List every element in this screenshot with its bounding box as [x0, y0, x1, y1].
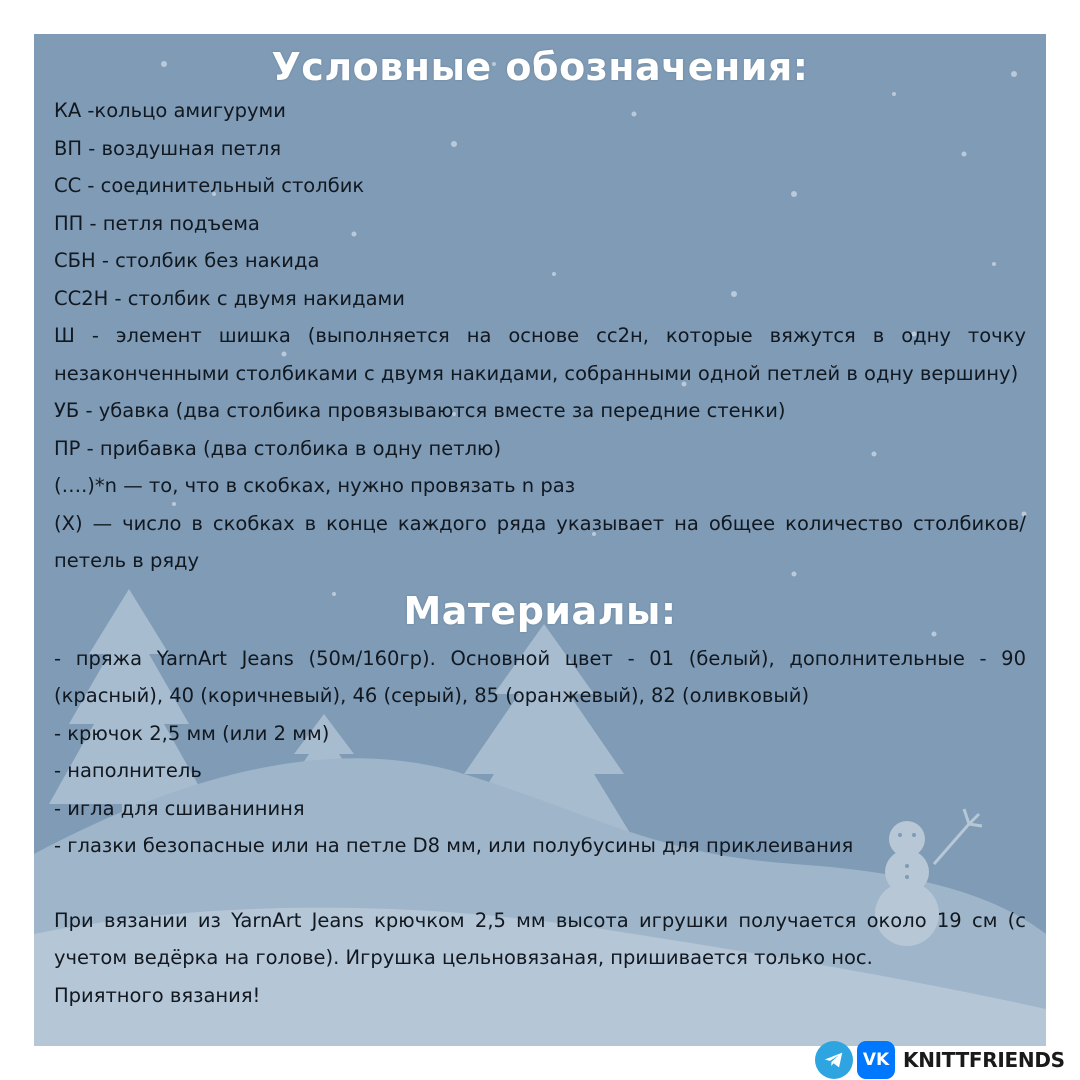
legend-item: СС2Н - столбик с двумя накидами	[54, 286, 405, 310]
material-item: - наполнитель	[54, 759, 202, 782]
legend-list	[54, 92, 1026, 580]
legend-item: ВП - воздушная петля	[54, 136, 282, 160]
vk-icon[interactable]: VK	[857, 1041, 895, 1079]
legend-title: Условные обозначения:	[271, 45, 809, 89]
material-item: - глазки безопасные или на петле D8 мм, или полубусины для приклеивания	[54, 834, 854, 857]
legend-item: КА -кольцо амигуруми	[54, 99, 286, 122]
material-item: - крючок 2,5 мм (или 2 мм)	[54, 721, 330, 745]
materials-title: Материалы:	[403, 588, 677, 633]
legend-item: УБ - убавка (два столбика провязываются вместе за передние стенки)	[54, 399, 786, 422]
social-footer	[815, 1040, 1065, 1080]
material-item: - пряжа YarnArt Jeans (50м/160гр). Основной цвет - 01 (белый), дополнительные - 90 (красный), 40 (коричневый), 46 (серый), 85 (оранжевый), 82 (оливковый)	[54, 646, 1026, 707]
telegram-icon[interactable]	[815, 1041, 853, 1079]
legend-item: СБН - столбик без накида	[54, 249, 320, 272]
paper-plane-icon	[823, 1049, 845, 1071]
legend-item: (….)*n — то, что в скобках, нужно провязать n раз	[54, 474, 576, 497]
brand-name: KNITTFRIENDS	[903, 1048, 1065, 1072]
legend-item: ПР - прибавка (два столбика в одну петлю)	[54, 436, 502, 460]
closing-text: Приятного вязания!	[54, 983, 261, 1007]
legend-item: СС - соединительный столбик	[54, 174, 365, 197]
spacer	[54, 865, 1026, 902]
material-item: - игла для сшиванининя	[54, 796, 305, 820]
infographic-card	[34, 34, 1046, 1046]
notes-text: При вязании из YarnArt Jeans крючком 2,5 мм высота игрушки получается около 19 см (с учетом ведёрка на голове). Игрушка цельновязаная, пришивается только нос.	[54, 908, 1026, 969]
legend-item: (Х) — число в скобках в конце каждого ряда указывает на общее количество столбиков/ петель в ряду	[54, 511, 1026, 572]
legend-item: Ш - элемент шишка (выполняется на основе сс2н, которые вяжутся в одну точку незаконченными столбиками с двумя накидами, собранными одной петлей в одну вершину)	[54, 324, 1026, 385]
materials-list	[54, 640, 1026, 865]
text-content	[54, 34, 1026, 1014]
legend-item: ПП - петля подъема	[54, 211, 260, 235]
